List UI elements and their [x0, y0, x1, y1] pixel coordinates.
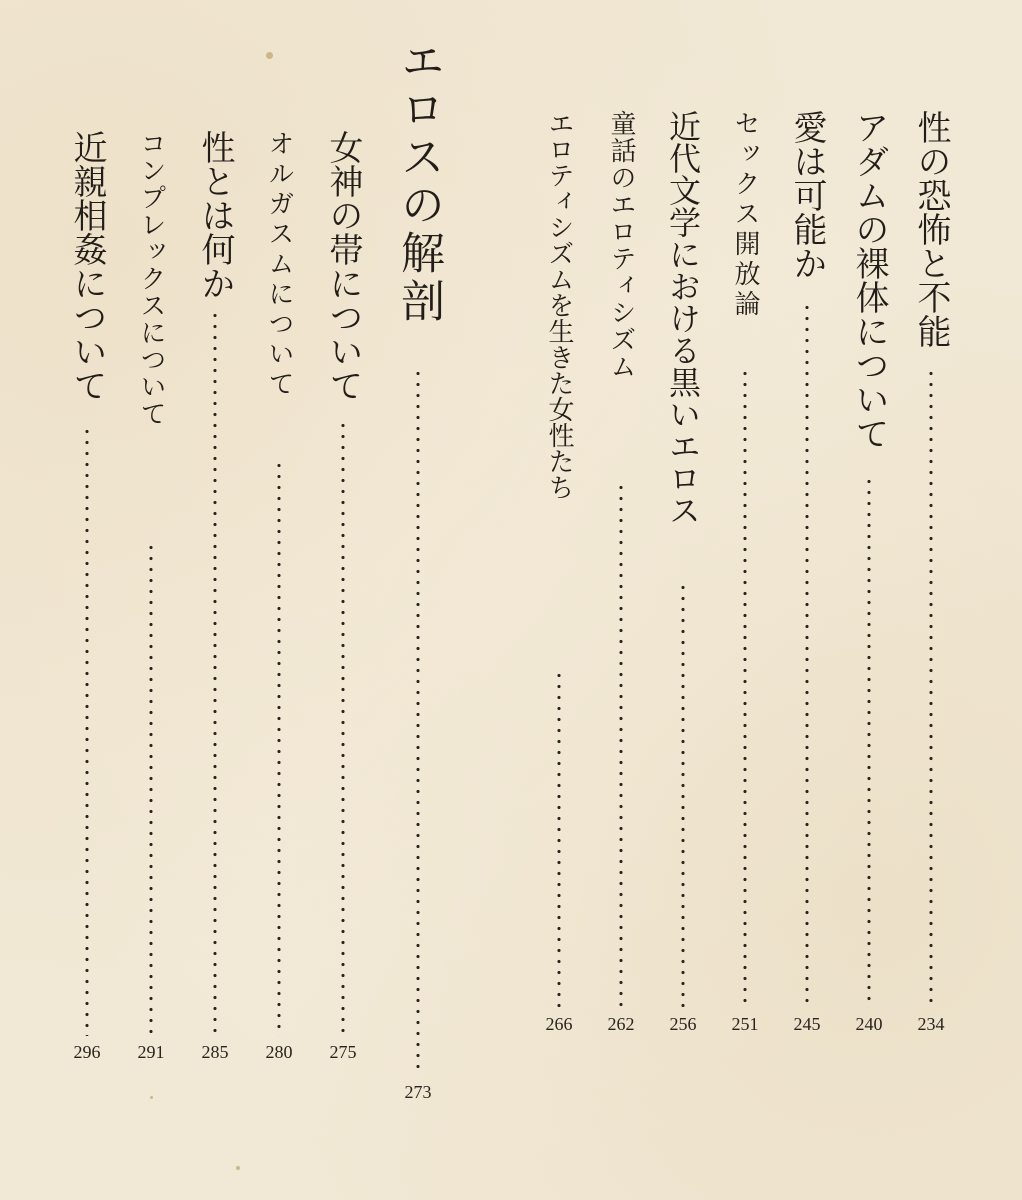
entry-title: 性の恐怖と不能 [911, 110, 951, 348]
entry-title: 愛は可能か [787, 110, 827, 280]
section-title: エロスの解剖 [393, 38, 444, 326]
entry-title: コンプレックスについて [136, 130, 166, 427]
entry-title: 近親相姦について [67, 130, 107, 402]
paper-speck [236, 1166, 240, 1170]
leader-dots [213, 310, 217, 1036]
paper-speck [150, 1096, 153, 1099]
leader-dots [85, 426, 89, 1036]
entry-title: 童話のエロティシズム [606, 110, 636, 380]
entry-title: セックス開放論 [730, 110, 760, 320]
page-number: 234 [917, 1014, 945, 1034]
leader-dots [149, 542, 153, 1036]
toc-entry [64, 130, 110, 1062]
toc-entry [192, 130, 238, 1062]
toc-entry [256, 130, 302, 1062]
toc-entry [722, 110, 768, 1034]
leader-dots [341, 420, 345, 1036]
leader-dots [681, 582, 685, 1008]
page-number: 245 [793, 1014, 821, 1034]
toc-entry [784, 110, 830, 1034]
leader-dots [743, 368, 747, 1008]
leader-dots [277, 460, 281, 1036]
page-number: 291 [137, 1042, 165, 1062]
entry-title: 近代文学における黒いエロス [664, 110, 702, 526]
page-number: 262 [607, 1014, 635, 1034]
toc-entry [598, 110, 644, 1034]
toc-entry [846, 110, 892, 1034]
leader-dots [619, 482, 623, 1008]
leader-dots [805, 302, 809, 1008]
entry-title: 性とは何か [195, 130, 235, 300]
page-number: 240 [855, 1014, 883, 1034]
section-heading [390, 38, 446, 1118]
entry-title: オルガスムについて [264, 130, 294, 400]
entry-title: アダムの裸体について [849, 110, 889, 450]
leader-dots [416, 368, 420, 1068]
toc-entry [128, 130, 174, 1062]
paper-speck [266, 52, 273, 59]
page-number: 266 [545, 1014, 573, 1034]
page-number: 296 [73, 1042, 101, 1062]
entry-title: 女神の帯について [323, 130, 363, 402]
page-number: 251 [731, 1014, 759, 1034]
toc-entry [908, 110, 954, 1034]
leader-dots [867, 476, 871, 1008]
page-number: 273 [404, 1082, 432, 1102]
leader-dots [557, 670, 561, 1008]
page-number: 285 [201, 1042, 229, 1062]
toc-entry [536, 110, 582, 1034]
leader-dots [929, 368, 933, 1008]
entry-title: エロティシズムを生きた女性たち [544, 110, 574, 500]
page-number: 256 [669, 1014, 697, 1034]
page-number: 275 [329, 1042, 357, 1062]
toc-entry [660, 110, 706, 1034]
page-number: 280 [265, 1042, 293, 1062]
toc-entry [320, 130, 366, 1062]
